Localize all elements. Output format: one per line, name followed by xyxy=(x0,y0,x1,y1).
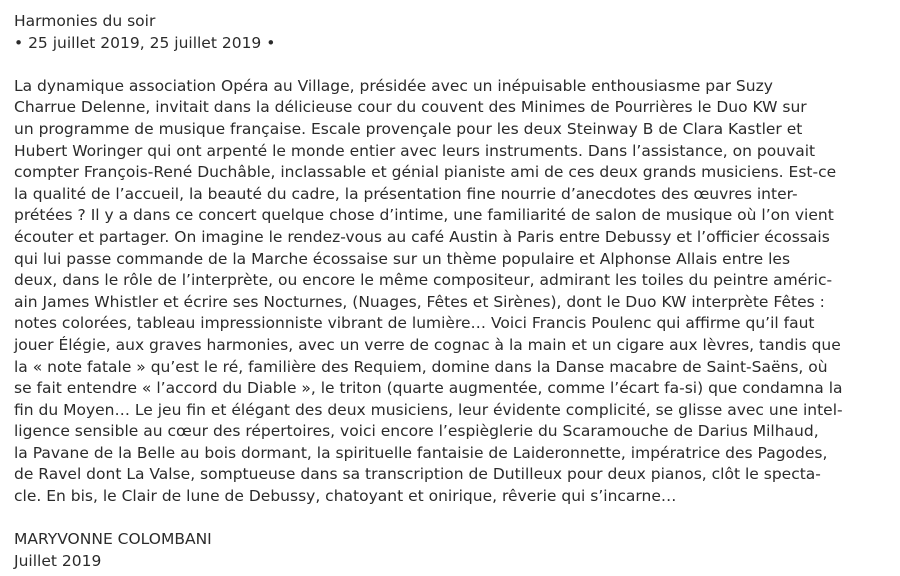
article-body-line: qui lui passe commande de la Marche écossaise sur un thème populaire et Alphonse Allais entre les xyxy=(14,249,791,268)
article-body-line: cle. En bis, le Clair de lune de Debussy, chatoyant et onirique, rêverie qui s’incarne… xyxy=(14,487,677,506)
article-body xyxy=(14,76,888,508)
article-body-line: fin du Moyen… Le jeu fin et élégant des deux musiciens, leur évidente complicité, se glisse avec une intel- xyxy=(14,400,843,419)
article-body-line: un programme de musique française. Escale provençale pour les deux Steinway B de Clara Kastler et xyxy=(14,119,803,138)
spacer xyxy=(14,508,888,530)
article-date-line: • 25 juillet 2019, 25 juillet 2019 • xyxy=(14,33,276,52)
article-body-line: Hubert Woringer qui ont arpenté le monde entier avec leurs instruments. Dans l’assistance, on pouvait xyxy=(14,141,816,160)
article-body-line: ain James Whistler et écrire ses Nocturnes, (Nuages, Fêtes et Sirènes), dont le Duo KW interprète Fêtes : xyxy=(14,292,825,311)
article-body-line: notes colorées, tableau impressionniste vibrant de lumière… Voici Francis Poulenc qui affirme qu’il faut xyxy=(14,314,815,333)
article-title: Harmonies du soir xyxy=(14,12,156,30)
article-body-line: de Ravel dont La Valse, somptueuse dans sa transcription de Dutilleux pour deux pianos, clôt le specta- xyxy=(14,465,821,484)
article-body-line: jouer Élégie, aux graves harmonies, avec un verre de cognac à la main et un cigare aux lèvres, tandis que xyxy=(14,335,841,354)
article-signature-date: Juillet 2019 xyxy=(14,551,102,570)
article-body-line: Charrue Delenne, invitait dans la délicieuse cour du couvent des Minimes de Pourrières le Duo KW sur xyxy=(14,98,807,117)
spacer xyxy=(14,54,888,76)
article-body-line: prétées ? Il y a dans ce concert quelque chose d’intime, une familiarité de salon de musique où l’on vient xyxy=(14,206,834,225)
article-author: MARYVONNE COLOMBANI xyxy=(14,530,212,549)
article-body-line: compter François-René Duchâble, inclassable et génial pianiste ami de ces deux grands musiciens. Est-ce xyxy=(14,163,837,182)
article-body-line: deux, dans le rôle de l’interprète, ou encore le même compositeur, admirant les toiles du peintre améric- xyxy=(14,271,833,290)
article-body-line: La dynamique association Opéra au Village, présidée avec un inépuisable enthousiasme par Suzy xyxy=(14,76,773,95)
article-body-line: la qualité de l’accueil, la beauté du cadre, la présentation fine nourrie d’anecdotes des œuvres inter- xyxy=(14,184,798,203)
article-body-line: écouter et partager. On imagine le rendez-vous au café Austin à Paris entre Debussy et l’officier écossais xyxy=(14,227,830,246)
article-body-line: se fait entendre « l’accord du Diable », le triton (quarte augmentée, comme l’écart fa-si) que condamna la xyxy=(14,379,843,398)
article-body-line: ligence sensible au cœur des répertoires, voici encore l’espièglerie du Scaramouche de Darius Milhaud, xyxy=(14,422,819,441)
article-body-line: la Pavane de la Belle au bois dormant, la spirituelle fantaisie de Laideronnette, impératrice des Pagodes, xyxy=(14,443,828,462)
article-body-line: la « note fatale » qu’est le ré, familière des Requiem, domine dans la Danse macabre de Saint-Saëns, où xyxy=(14,357,828,376)
